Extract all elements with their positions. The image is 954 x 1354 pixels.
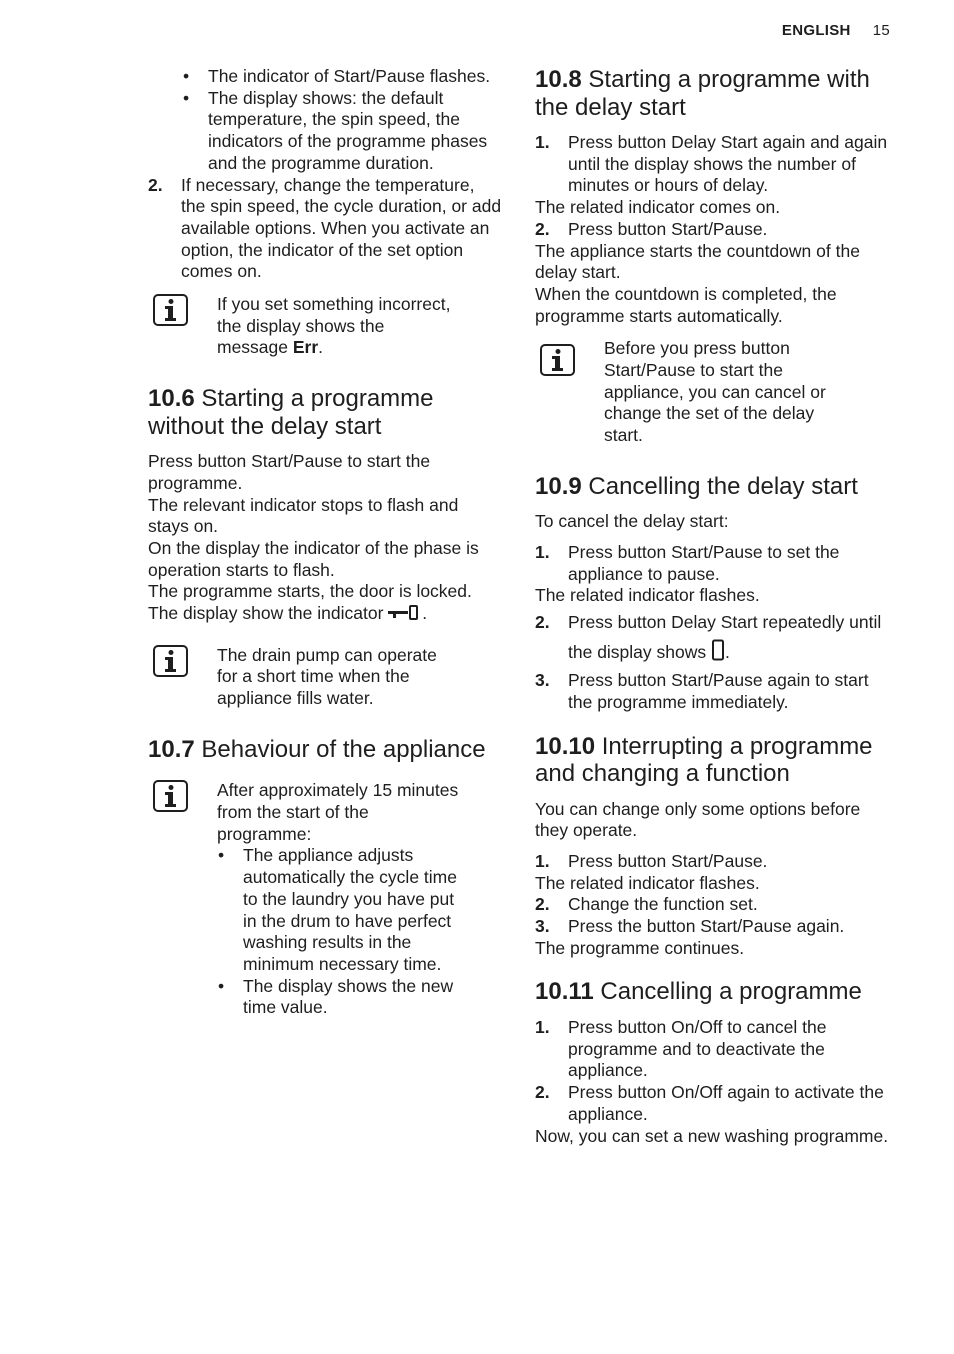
info-icon (153, 645, 188, 677)
paragraph: The related indicator flashes. (535, 872, 760, 893)
step-number: 1. (535, 1016, 550, 1037)
paragraph: The relevant indicator stops to flash and stays on. (148, 494, 459, 537)
list-item: • The display shows the new time value. (243, 976, 458, 1019)
paragraph: Now, you can set a new washing programme. (535, 1125, 889, 1146)
info-note-err (148, 294, 457, 359)
left-column (148, 66, 503, 1019)
section-heading-10-6 (148, 385, 503, 440)
step-tail: . (725, 642, 730, 663)
section-body-10-6 (148, 451, 503, 628)
step-number: 2. (535, 218, 550, 239)
section-body-10-9 (535, 511, 895, 713)
step-text: If necessary, change the temperature, the spin speed, the cycle duration, or add available options. When you activate an option, the indicator of the set option comes on. (181, 174, 502, 282)
step-text: Press the button Start/Pause again. (568, 916, 845, 937)
section-heading-10-10 (535, 733, 895, 788)
section-title: Behaviour of the appliance (201, 735, 486, 763)
note-text: Before you press button Start/Pause to start the appliance, you can cancel or change the set of the delay start. (604, 338, 826, 446)
section-body-10-8 (535, 132, 895, 327)
section-title: Interrupting a programme and changing a function (535, 732, 873, 788)
section-heading-10-8 (535, 66, 895, 121)
section-number: 10.7 (148, 735, 195, 763)
section-number: 10.6 (148, 385, 195, 413)
section-heading-10-7 (148, 736, 503, 764)
step-1 (535, 132, 895, 197)
step-3 (535, 916, 895, 938)
paragraph: The related indicator flashes. (535, 585, 760, 606)
paragraph: You can change only some options before they operate. (535, 798, 861, 841)
info-icon (153, 294, 188, 326)
continued-bullet-list (208, 66, 503, 175)
paragraph (148, 581, 503, 627)
list-item: • The appliance adjusts automatically the cycle time to the laundry you have put in the drum to have perfect washing results in the minimum necessary time. (243, 845, 458, 975)
note-text: After approximately 15 minutes from the start of the programme: (217, 780, 459, 844)
step-number: 1. (535, 132, 550, 152)
list-item: • The indicator of Start/Pause flashes. (208, 66, 503, 88)
behaviour-bullet-list (243, 845, 458, 1019)
section-title: Starting a programme without the delay start (148, 385, 434, 440)
page-number: 15 (872, 22, 890, 39)
step-1 (535, 542, 895, 585)
info-note-drain-pump (148, 645, 457, 710)
step-number: 1. (535, 542, 550, 563)
step-text: Press button Start/Pause. (568, 850, 768, 871)
step-number: 2. (535, 894, 550, 915)
section-number: 10.10 (535, 732, 596, 760)
step-1 (535, 1017, 895, 1082)
step-text: Change the function set. (568, 894, 758, 915)
section-number: 10.9 (535, 472, 582, 500)
note-tail: . (318, 337, 324, 358)
section-body-10-10 (535, 799, 895, 960)
section-title: Cancelling the delay start (588, 472, 858, 500)
key-icon (388, 604, 422, 628)
note-text: The drain pump can operate for a short time when the appliance fills water. (217, 644, 437, 709)
step-number: 2. (535, 612, 550, 633)
step-text: Press button Delay Start again and again until the display shows the number of minutes or hours of delay. (568, 132, 888, 196)
header-language: ENGLISH (781, 22, 851, 39)
step-number: 1. (535, 850, 550, 871)
section-heading-10-11 (535, 978, 895, 1006)
info-note-behaviour (148, 780, 467, 1019)
error-message: Err (292, 337, 319, 358)
paragraph: To cancel the delay start: (535, 511, 729, 532)
step-number: 3. (535, 916, 550, 937)
step-2 (535, 894, 895, 916)
step-text: Press button Start/Pause. (568, 218, 768, 239)
paragraph-text: The programme starts, the door is locked. The display show the indicator (148, 581, 472, 624)
step-1 (535, 851, 895, 873)
info-icon (540, 344, 575, 376)
section-number: 10.8 (535, 66, 582, 93)
step-text: Press button On/Off again to activate the appliance. (568, 1082, 884, 1124)
step-number: 3. (535, 670, 550, 691)
step-2 (535, 219, 895, 241)
step-2 (535, 607, 895, 670)
step-2 (148, 175, 503, 284)
zero-display-icon (711, 639, 725, 670)
paragraph: The appliance starts the countdown of the delay start. (535, 240, 860, 283)
section-title: Cancelling a programme (600, 978, 862, 1006)
step-text: Press button Start/Pause to set the appliance to pause. (568, 542, 840, 584)
right-column (535, 66, 895, 1147)
step-2 (535, 1082, 895, 1125)
paragraph: The related indicator comes on. (535, 197, 781, 218)
page-header (782, 22, 890, 39)
step-3 (535, 670, 895, 713)
info-icon (153, 780, 188, 812)
note-text: If you set something incorrect, the display shows the message (217, 294, 451, 358)
step-number: 2. (148, 174, 163, 195)
section-heading-10-9 (535, 473, 895, 501)
section-body-10-11 (535, 1017, 895, 1147)
step-text: Press button Start/Pause again to start the programme immediately. (568, 670, 869, 712)
paragraph: The programme continues. (535, 937, 745, 958)
step-number: 2. (535, 1082, 550, 1103)
paragraph: On the display the indicator of the phase is operation starts to flash. (148, 537, 479, 580)
step-text: Press button Delay Start repeatedly until the display shows (568, 612, 882, 663)
paragraph: When the countdown is completed, the programme starts automatically. (535, 283, 837, 326)
paragraph: Press button Start/Pause to start the programme. (148, 451, 431, 493)
paragraph-tail: . (422, 603, 428, 624)
step-text: Press button On/Off to cancel the programme and to deactivate the appliance. (568, 1016, 827, 1081)
section-number: 10.11 (535, 978, 594, 1006)
info-note-delay (535, 338, 854, 447)
list-item: • The display shows: the default temperature, the spin speed, the indicators of the programme phases and the programme duration. (208, 88, 503, 175)
section-title: Starting a programme with the delay start (535, 66, 870, 121)
